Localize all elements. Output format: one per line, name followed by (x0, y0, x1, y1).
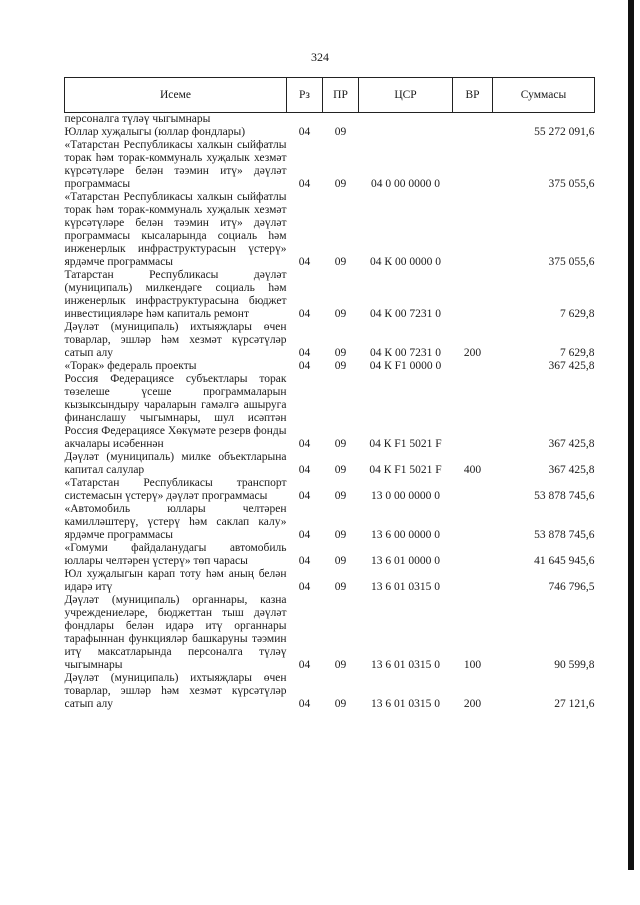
row-sum: 367 425,8 (548, 360, 595, 372)
row-sum: 27 121,6 (554, 698, 595, 710)
row-pr: 09 (334, 555, 347, 567)
row-rz: 04 (298, 659, 311, 671)
row-csr: 04 К 00 7231 0 (370, 347, 441, 359)
row-pr: 09 (334, 308, 347, 320)
row-name: Юллар хуҗалыгы (юллар фондлары) (64, 126, 246, 138)
row-csr: 13 6 01 0315 0 (371, 581, 440, 593)
row-rz: 04 (298, 464, 311, 476)
row-csr: 04 К 00 7231 0 (370, 308, 441, 320)
header-sum: Суммасы (493, 78, 595, 113)
row-vr: 200 (463, 698, 482, 710)
row-vr (453, 477, 493, 503)
row-name: Татарстан Республикасы дәүләт (муниципаль) милкендәге социаль һәм инженерлык инфраструктурасына бюджет инвестицияләре һәм капиталь ремонт (64, 269, 287, 320)
row-pr: 09 (334, 438, 347, 450)
row-rz: 04 (298, 178, 311, 190)
row-sum: 53 878 745,6 (534, 529, 595, 541)
table-row (65, 139, 595, 191)
row-csr: 04 К 00 0000 0 (370, 256, 441, 268)
row-csr: 04 0 00 0000 0 (371, 178, 440, 190)
table-row (65, 321, 595, 360)
table-row (65, 126, 595, 139)
row-vr: 200 (463, 347, 482, 359)
row-vr (453, 126, 493, 139)
row-name: «Торак» федераль проекты (64, 360, 197, 372)
row-rz: 04 (298, 256, 311, 268)
row-pr: 09 (334, 659, 347, 671)
row-vr: 100 (463, 659, 482, 671)
row-pr: 09 (334, 256, 347, 268)
table-row (65, 503, 595, 542)
table-row (65, 191, 595, 269)
row-vr: 400 (463, 464, 482, 476)
row-vr (453, 373, 493, 451)
table-header-row (65, 78, 595, 113)
row-sum: 746 796,5 (548, 581, 595, 593)
table-row (65, 542, 595, 568)
row-name: «Татарстан Республикасы халкын сыйфатлы торак һәм торак-коммуналь хуҗалык хезмәт күрсәтүләре белән тәэмин итү» дәүләт программасы (64, 139, 287, 190)
row-name: «Татарстан Республикасы транспорт системасын үстерү» дәүләт программасы (64, 477, 287, 502)
row-sum: 90 599,8 (554, 659, 595, 671)
row-sum: 55 272 091,6 (534, 126, 595, 138)
row-csr: 13 0 00 0000 0 (371, 490, 440, 502)
row-csr: 13 6 01 0315 0 (371, 698, 440, 710)
row-csr: 13 6 00 0000 0 (371, 529, 440, 541)
header-name: Исеме (65, 78, 287, 113)
row-sum: 7 629,8 (560, 308, 595, 320)
row-name: Дәүләт (муниципаль) милке объектларына капитал салулар (64, 451, 287, 476)
table-row (65, 594, 595, 672)
row-rz: 04 (298, 698, 311, 710)
row-pr: 09 (334, 490, 347, 502)
row-sum: 53 878 745,6 (534, 490, 595, 502)
row-vr (453, 139, 493, 191)
row-sum: 367 425,8 (548, 464, 595, 476)
row-vr (453, 269, 493, 321)
row-pr: 09 (334, 464, 347, 476)
row-pr: 09 (334, 581, 347, 593)
table-row (65, 451, 595, 477)
row-rz: 04 (298, 308, 311, 320)
row-sum: 375 055,6 (548, 178, 595, 190)
row-csr: 04 К F1 5021 F (369, 464, 442, 476)
row-rz: 04 (298, 490, 311, 502)
row-sum: 41 645 945,6 (534, 555, 595, 567)
row-vr (453, 191, 493, 269)
row-sum (493, 113, 595, 127)
row-csr: 13 6 01 0000 0 (371, 555, 440, 567)
row-rz: 04 (298, 360, 311, 372)
row-vr (453, 113, 493, 127)
row-pr: 09 (334, 126, 347, 138)
row-vr (453, 503, 493, 542)
row-csr: 13 6 01 0315 0 (371, 659, 440, 671)
row-rz: 04 (298, 126, 311, 138)
row-csr (359, 113, 453, 127)
row-pr: 09 (334, 347, 347, 359)
row-sum: 375 055,6 (548, 256, 595, 268)
row-name: Россия Федерациясе субъектлары торак төзелеше үсеше программаларын кызыксындыру чараларын гамәлгә ашыруга финанслашу чыгымнары, шул исәптән Россия Федерациясе Хөкүмәте резерв фонды акчалары исәбеннән (64, 373, 287, 450)
table-row (65, 672, 595, 711)
table-row (65, 373, 595, 451)
table-row (65, 568, 595, 594)
row-sum: 367 425,8 (548, 438, 595, 450)
header-rz: Рз (287, 78, 323, 113)
row-pr: 09 (334, 529, 347, 541)
header-vr: ВР (453, 78, 493, 113)
row-pr: 09 (334, 178, 347, 190)
row-csr (359, 126, 453, 139)
row-rz: 04 (298, 555, 311, 567)
table-row (65, 360, 595, 373)
row-vr (453, 360, 493, 373)
row-rz: 04 (298, 529, 311, 541)
table-row (65, 477, 595, 503)
row-vr (453, 568, 493, 594)
row-csr: 04 К F1 5021 F (369, 438, 442, 450)
table-row (65, 113, 595, 127)
page-number: 324 (311, 50, 329, 64)
row-pr: 09 (334, 360, 347, 372)
row-name: Дәүләт (муниципаль) ихтыяҗлары өчен товарлар, эшләр һәм хезмәт күрсәтүләр сатып алу (64, 321, 287, 359)
header-csr: ЦСР (359, 78, 453, 113)
row-rz: 04 (298, 347, 311, 359)
scan-edge-bar (628, 0, 634, 870)
row-sum: 7 629,8 (560, 347, 595, 359)
row-rz: 04 (298, 581, 311, 593)
row-name: Юл хуҗалыгын карап тоту һәм аның белән идарә итү (64, 568, 287, 593)
row-name: «Гомуми файдаланудагы автомобиль юллары челтәрен үстерү» төп чарасы (64, 542, 287, 567)
table-row (65, 269, 595, 321)
row-name: «Татарстан Республикасы халкын сыйфатлы торак һәм торак-коммуналь хуҗалык хезмәт күрсәтүләре белән тәэмин итү» дәүләт программасы кысаларында социаль һәм инженерлык инфраструктурасын үстерү» ярдәмче программасы (64, 191, 287, 268)
budget-table (64, 77, 595, 711)
row-name: «Автомобиль юллары челтәрен камилләштерү, үстерү һәм саклап калу» ярдәмче программасы (64, 503, 287, 541)
row-vr (453, 542, 493, 568)
row-name: персоналга түләү чыгымнары (64, 113, 211, 125)
row-pr: 09 (334, 698, 347, 710)
header-pr: ПР (323, 78, 359, 113)
row-rz (287, 113, 323, 127)
row-name: Дәүләт (муниципаль) ихтыяҗлары өчен товарлар, эшләр һәм хезмәт күрсәтүләр сатып алу (64, 672, 287, 710)
row-pr (323, 113, 359, 127)
row-rz: 04 (298, 438, 311, 450)
row-name: Дәүләт (муниципаль) органнары, казна учреждениеләре, бюджеттан тыш дәүләт фондлары белән идарә итү органнары тарафыннан функцияләр башкаруны тәэмин итү максатларында персоналга түләү чыгымнары (64, 594, 287, 671)
row-csr: 04 К F1 0000 0 (369, 360, 442, 372)
